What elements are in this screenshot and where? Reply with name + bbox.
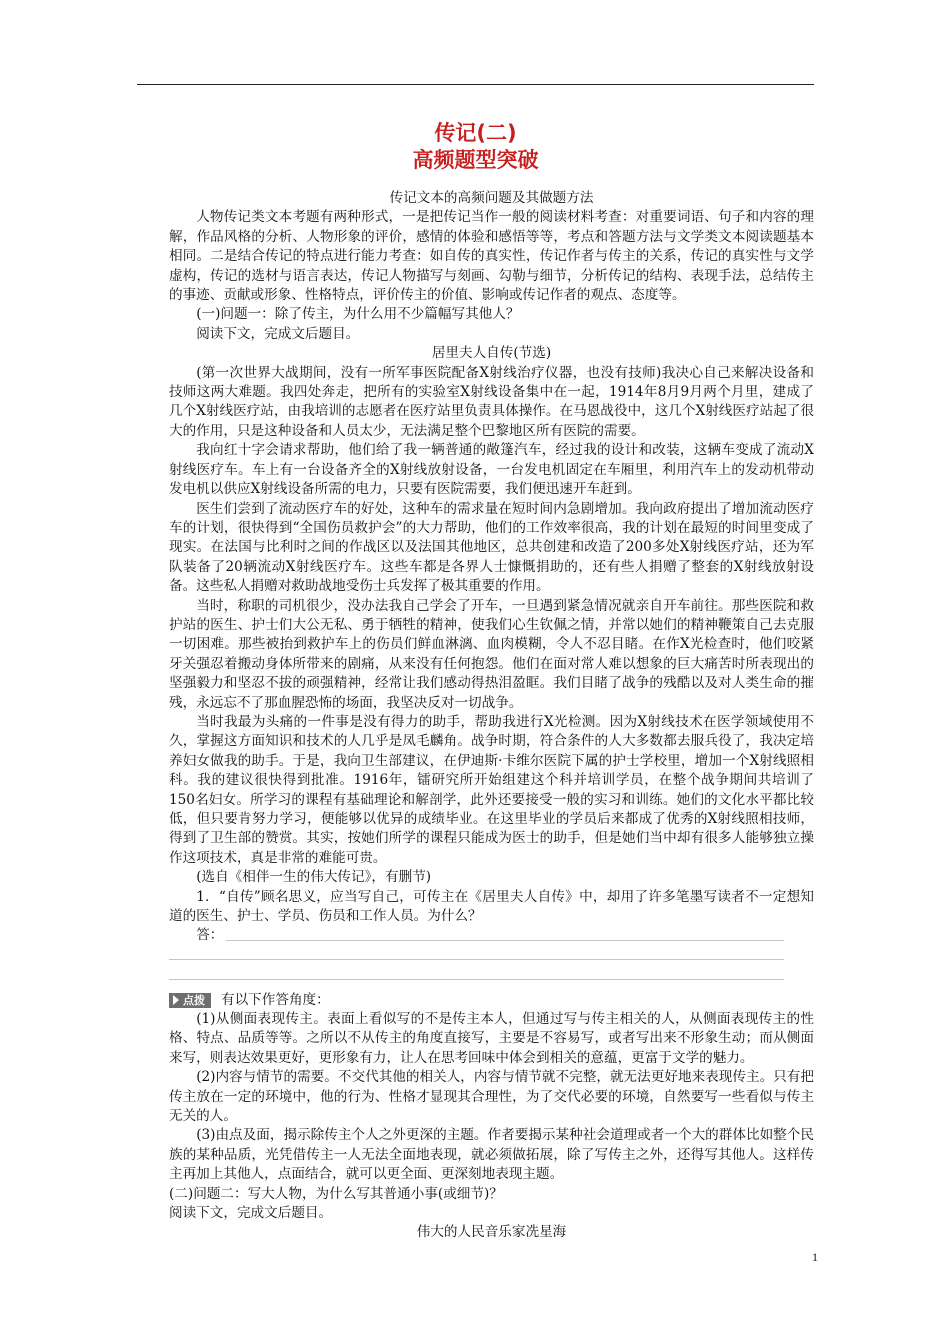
- passage1-title: 居里夫人自传(节选): [431, 345, 552, 362]
- answer-line-2[interactable]: [169, 946, 814, 965]
- question2-heading: (二)问题二：写大人物，为什么写其普通小事(或细节)？: [169, 1185, 503, 1202]
- answer-rule: [169, 979, 784, 980]
- question1-heading: (一)问题一：除了传主，为什么用不少篇幅写其他人？: [196, 306, 520, 323]
- passage1-paragraph: 我向红十字会请求帮助，他们给了我一辆普通的敞篷汽车，经过我的设计和改装，这辆车变成了流动X射线医疗车。车上有一台设备齐全的X射线放射设备，一台发电机固定在车厢里，利用汽车上的发动机带动发电机以供应X射线设备所需的电力，只要有医院需要，我们便迅速开车赶到。: [169, 442, 814, 498]
- intro-paragraph: 人物传记类文本考题有两种形式，一是把传记当作一般的阅读材料考查：对重要词语、句子和内容的理解，作品风格的分析、人物形象的评价，感情的体验和感悟等等，考点和答题方法与文学类文本阅读题基本相同。二是结合传记的特点进行能力考查：如自传的真实性，传记作者与传主的关系，传记的真实性与文学虚构，传记的选材与语言表达，传记人物描写与刻画、勾勒与细节，分析传记的结构、表现手法，总结传主的事迹、贡献或形象、性格特点，评价传主的价值、影响或传记作者的观点、态度等。: [169, 209, 814, 304]
- arrow-right-icon: [173, 995, 179, 1005]
- hint-point: (2)内容与情节的需要。不交代其他的相关人，内容与情节就不完整，就无法更好地来表现传主。只有把传主放在一定的环境中，他的行为、性格才显现其合理性，为了交代必要的环境，自然要写一些看似与传主无关的人。: [169, 1069, 814, 1125]
- title-block: [137, 120, 814, 174]
- question1-instruction: 阅读下文，完成文后题目。: [196, 325, 360, 342]
- answer-line-1[interactable]: [169, 926, 814, 945]
- hint-badge-label: 点拨: [183, 993, 205, 1007]
- hint-point: (3)由点及面，揭示除传主个人之外更深的主题。作者要揭示某种社会道理或者一个大的群体比如整个民族的某种品质，光凭借传主一人无法全面地表现，就必须做拓展，除了写传主之外，还得写其他人。这样传主再加上其他人，点面结合，就可以更全面、更深刻地表现主题。: [169, 1127, 814, 1183]
- passage1-paragraph: 医生们尝到了流动医疗车的好处，这种车的需求量在短时间内急剧增加。我向政府提出了增加流动医疗车的计划，很快得到“全国伤员救护会”的大力帮助，他们的工作效率很高，我的计划在最短的时间里变成了现实。在法国与比利时之间的作战区以及法国其他地区，总共创建和改造了200多处X射线医疗站，还为军队装备了20辆流动X射线医疗车。这些车都是各界人士慷慨捐助的，还有些人捐赠了整套的X射线放射设备。这些私人捐赠对救助战地受伤士兵发挥了极其重要的作用。: [169, 500, 814, 595]
- section-heading: 传记文本的高频问题及其做题方法: [389, 190, 594, 206]
- question1-text: 1．“自传”顾名思义，应当写自己，可传主在《居里夫人自传》中，却用了许多笔墨写读者不一定想知道的医生、护士、学员、伤员和工作人员。为什么？: [169, 888, 814, 925]
- page-title: 传记(二): [434, 121, 517, 145]
- hint-intro: 有以下作答角度：: [221, 991, 330, 1008]
- passage1-paragraph: (第一次世界大战期间，没有一所军事医院配备X射线治疗仪器，也没有技师)我决心自己来解决设备和技师这两大难题。我四处奔走，把所有的实验室X射线设备集中在一起，1914年8月9月两个月里，建成了几个X射线医疗站，由我培训的志愿者在医疗站里负责具体操作。在马恩战役中，这几个X射线医疗站起了很大的作用，只是这种设备和人员太少，无法满足整个巴黎地区所有医院的需要。: [169, 364, 814, 439]
- page-subtitle: 高频题型突破: [412, 148, 539, 172]
- passage1-source: (选自《相伴一生的伟大传记》，有删节): [196, 869, 432, 886]
- page-number: 1: [812, 1250, 818, 1264]
- hint-row: [169, 991, 814, 1010]
- answer-rule: [169, 959, 784, 960]
- hint-badge: [169, 993, 211, 1008]
- question2-instruction: 阅读下文，完成文后题目。: [169, 1205, 333, 1222]
- passage2-title: 伟大的人民音乐家冼星海: [416, 1224, 567, 1241]
- answer-line-3[interactable]: [169, 965, 814, 984]
- passage1-paragraph: 当时我最为头痛的一件事是没有得力的助手，帮助我进行X光检测。因为X射线技术在医学领域使用不久，掌握这方面知识和技术的人几乎是凤毛麟角。战争时期，符合条件的人大多数都去服兵役了，我决定培养妇女做我的助手。于是，我向卫生部建议，在伊迪斯·卡维尔医院下属的护士学校里，增加一个X射线照相科。我的建议很快得到批准。1916年，镭研究所开始组建这个科并培训学员，在整个战争期间共培训了150名妇女。所学习的课程有基础理论和解剖学，此外还要接受一般的实习和训练。她们的文化水平都比较低，但只要肯努力学习，便能够以优异的成绩毕业。在这里毕业的学员后来都成了优秀的X射线照相技师，得到了卫生部的赞赏。其实，按她们所学的课程只能成为医士的助手，但是她们当中却有很多人能够独立操作这项技术，真是非常的难能可贵。: [169, 713, 814, 866]
- header-rule: [137, 84, 814, 85]
- answer-rule: [226, 940, 784, 941]
- hint-point: (1)从侧面表现传主。表面上看似写的不是传主本人，但通过写与传主相关的人，从侧面表现传主的性格、特点、品质等等。之所以不从传主的角度直接写，主要是不容易写，或者写出来不形象生动；而从侧面来写，则表达效果更好，更形象有力，让人在思考回味中体会到相关的意蕴，更富于文学的魅力。: [169, 1011, 814, 1066]
- answer-label: 答：: [196, 927, 224, 944]
- passage1-paragraph: 当时，称职的司机很少，没办法我自己学会了开车，一旦遇到紧急情况就亲自开车前往。那些医院和救护站的医生、护士们大公无私、勇于牺牲的精神，使我们心生钦佩之情，并常以她们的精神鞭策自己去克服一切困难。那些被抬到救护车上的伤员们鲜血淋漓、血肉模糊，令人不忍目睹。在作X光检查时，他们咬紧牙关强忍着搬动身体所带来的剧痛，从来没有任何抱怨。他们在面对常人难以想象的巨大痛苦时所表现出的坚强毅力和坚忍不拔的顽强精神，经常让我们感动得热泪盈眶。我们目睹了战争的残酷以及对人类生命的摧残，永远忘不了那血腥恐怖的场面，我坚决反对一切战争。: [169, 597, 814, 711]
- document-body: [169, 189, 814, 1243]
